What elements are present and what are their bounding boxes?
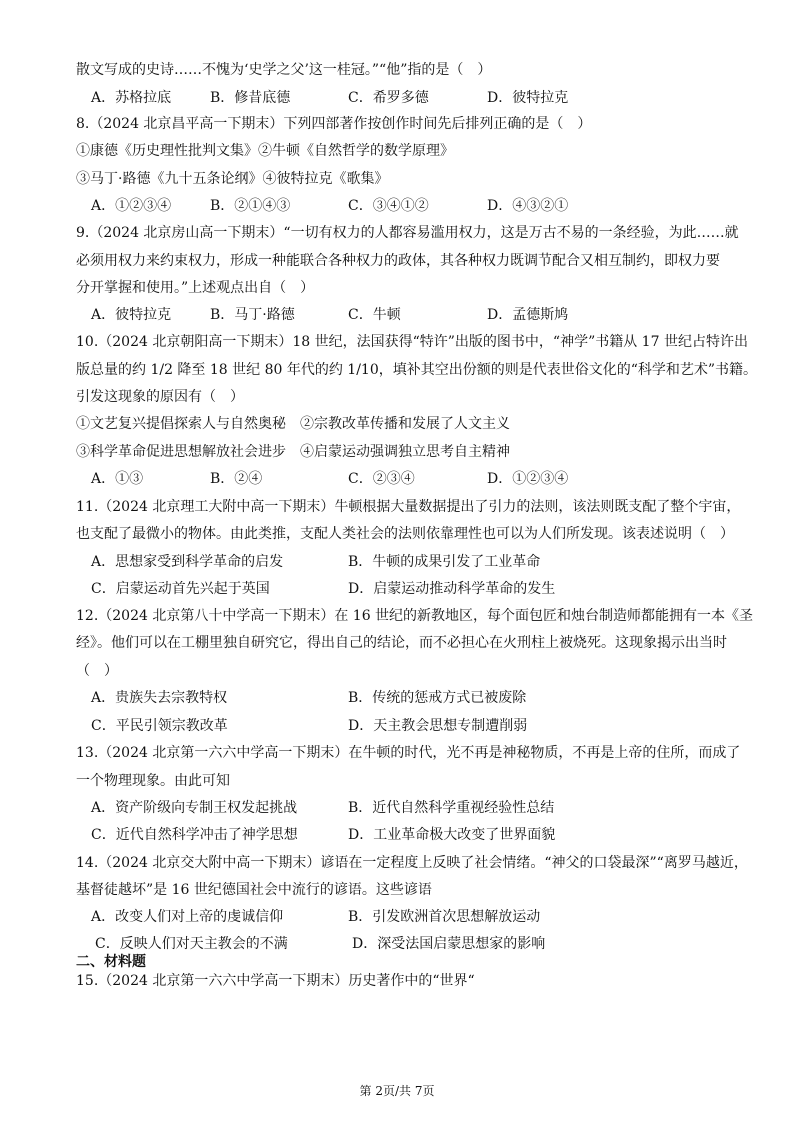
q7-stem-tail: 散文写成的史诗……不愧为‘史学之父’这一桂冠。”“他”指的是（ ） <box>76 62 492 78</box>
q10-option-b: B．②④ <box>210 471 263 487</box>
q13-stem-line-2: 一个物理现象。由此可知 <box>76 773 230 789</box>
q11-option-d: D．启蒙运动推动科学革命的发生 <box>348 581 556 597</box>
q11-stem-line-2: 也支配了最微小的物体。由此类推，支配人类社会的法则依靠理性也可以为人们所发现。该表述说明（ ） <box>76 526 734 542</box>
q10-option-c: C．②③④ <box>348 471 415 487</box>
q9-option-c: C．牛顿 <box>348 307 401 323</box>
q12-stem-line-3: （ ） <box>76 663 118 679</box>
q12-option-c: C．平民引领宗教改革 <box>91 718 228 734</box>
q13-option-c: C．近代自然科学冲击了神学思想 <box>91 827 298 843</box>
q9-option-d: D．孟德斯鸠 <box>487 307 569 323</box>
q7-option-d: D．彼特拉克 <box>487 90 569 106</box>
q14-option-c: C．反映人们对天主教会的不满 <box>95 936 288 952</box>
q14-option-a: A．改变人们对上帝的虔诚信仰 <box>91 909 284 925</box>
q14-stem-line-1: 14.（2024 北京交大附中高一下期末）谚语在一定程度上反映了社会情绪。“神父的口袋最深”“离罗马越近， <box>76 855 748 871</box>
q12-stem-line-1: 12.（2024 北京第八十中学高一下期末）在 16 世纪的新教地区，每个面包匠和烛台制造师都能拥有一本《圣 <box>76 608 754 624</box>
q7-option-a: A．苏格拉底 <box>91 90 172 106</box>
q8-option-d: D．④③②① <box>487 198 569 214</box>
q13-stem-line-1: 13.（2024 北京第一六六中学高一下期末）在牛顿的时代，光不再是神秘物质，不再是上帝的住所，而成了 <box>76 745 741 761</box>
section-heading: 二、材料题 <box>76 954 146 970</box>
q11-option-c: C．启蒙运动首先兴起于英国 <box>91 581 270 597</box>
q8-stem: 8.（2024 北京昌平高一下期末）下列四部著作按创作时间先后排列正确的是（ ） <box>76 116 592 132</box>
page-footer: 第 2页/共 7页 <box>359 1084 435 1098</box>
q9-stem-line-1: 9.（2024 北京房山高一下期末）“一切有权力的人都容易滥用权力，这是万古不易的一条经验，为此……就 <box>76 225 739 241</box>
q7-option-c: C．希罗多德 <box>348 90 429 106</box>
q10-item-line-1: ①文艺复兴提倡探索人与自然奥秘 ②宗教改革传播和发展了人文主义 <box>76 416 510 432</box>
q13-option-d: D．工业革命极大改变了世界面貌 <box>348 827 556 843</box>
q14-option-b: B．引发欧洲首次思想解放运动 <box>348 909 541 925</box>
q15-stem: 15.（2024 北京第一六六中学高一下期末）历史著作中的“世界“ <box>76 973 475 989</box>
q13-option-b: B．近代自然科学重视经验性总结 <box>348 800 555 816</box>
q12-option-d: D．天主教会思想专制遭削弱 <box>348 718 528 734</box>
q8-option-a: A．①②③④ <box>91 198 172 214</box>
q14-stem-line-2: 基督徒越坏”是 16 世纪德国社会中流行的谚语。这些谚语 <box>76 882 432 898</box>
q8-item-line-1: ①康德《历史理性批判文集》②牛顿《自然哲学的数学原理》 <box>76 143 454 159</box>
q12-option-a: A．贵族失去宗教特权 <box>91 690 228 706</box>
q9-stem-line-2: 必须用权力来约束权力，形成一种能联合各种权力的政体，其各种权力既调节配合又相互制约，即权力要 <box>76 253 720 269</box>
q11-option-a: A．思想家受到科学革命的启发 <box>91 554 284 570</box>
q10-item-line-2: ③科学革命促进思想解放社会进步 ④启蒙运动强调独立思考自主精神 <box>76 444 510 460</box>
q10-stem-line-2: 版总量的约 1/2 降至 18 世纪 80 年代的约 1/10，填补其空出份额的则是代表世俗文化的“科学和艺术”书籍。 <box>76 362 758 378</box>
q12-option-b: B．传统的惩戒方式已被废除 <box>348 690 527 706</box>
q13-option-a: A．资产阶级向专制王权发起挑战 <box>91 800 298 816</box>
q14-option-d: D．深受法国启蒙思想家的影响 <box>352 936 546 952</box>
q8-item-line-2: ③马丁·路德《九十五条论纲》④彼特拉克《歌集》 <box>76 171 389 187</box>
q9-option-b: B．马丁·路德 <box>210 307 295 323</box>
q8-option-c: C．③④①② <box>348 198 429 214</box>
q10-stem-line-1: 10.（2024 北京朝阳高一下期末）18 世纪，法国获得“特许”出版的图书中，“神学”书籍从 17 世纪占特许出 <box>76 334 748 350</box>
q11-stem-line-1: 11.（2024 北京理工大附中高一下期末）牛顿根据大量数据提出了引力的法则，该法则既支配了整个宇宙， <box>76 499 741 515</box>
q7-option-b: B．修昔底德 <box>210 90 291 106</box>
q8-option-b: B．②①④③ <box>210 198 291 214</box>
q9-stem-line-3: 分开掌握和使用。”上述观点出自（ ） <box>76 280 315 296</box>
q10-option-a: A．①③ <box>91 471 144 487</box>
q12-stem-line-2: 经》。他们可以在工棚里独自研究它，得出自己的结论，而不必担心在火刑柱上被烧死。这现象揭示出当时 <box>76 635 727 651</box>
q10-option-d: D．①②③④ <box>487 471 569 487</box>
q11-option-b: B．牛顿的成果引发了工业革命 <box>348 554 541 570</box>
q10-stem-line-3: 引发这现象的原因有（ ） <box>76 389 244 405</box>
q9-option-a: A．彼特拉克 <box>91 307 172 323</box>
